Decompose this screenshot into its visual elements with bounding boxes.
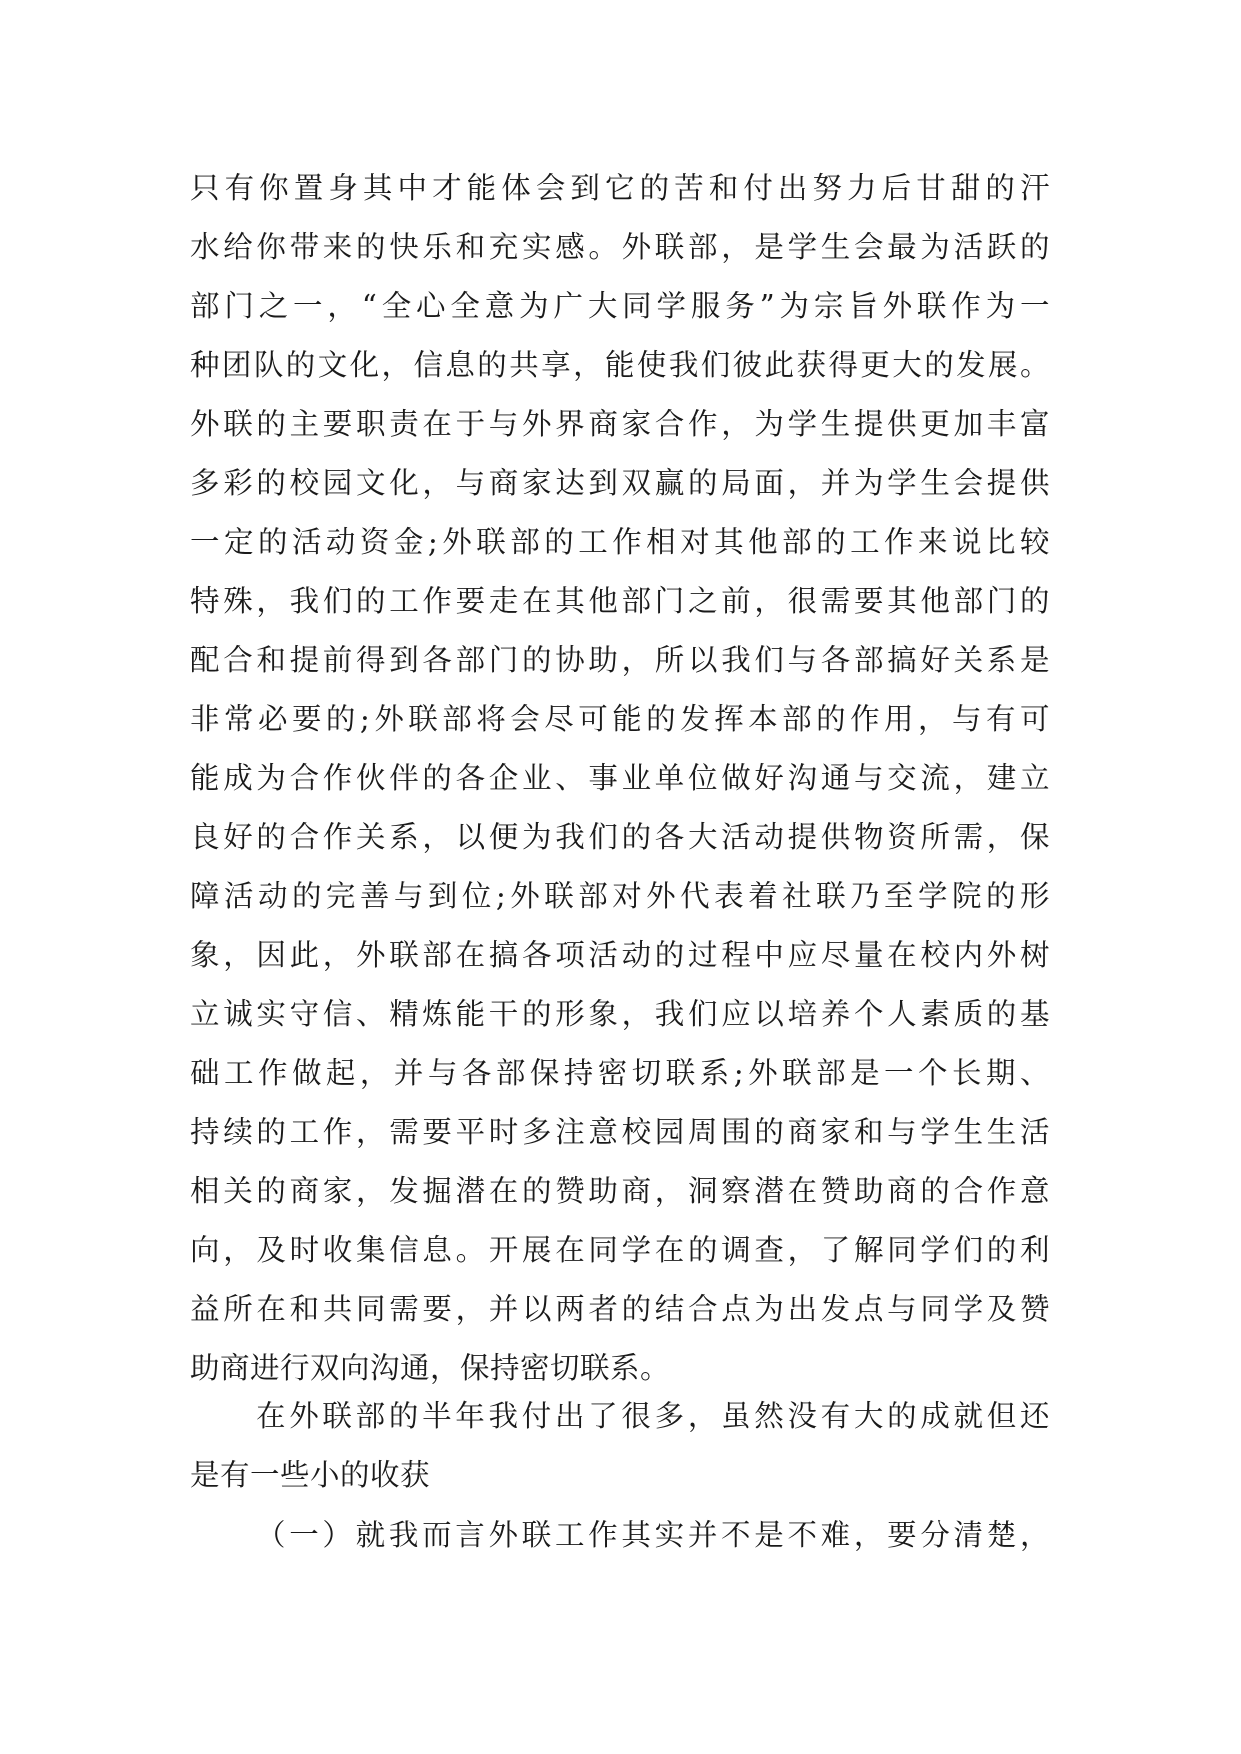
text-line: 能成为合作伙伴的各企业、事业单位做好沟通与交流，建立 <box>190 761 1050 795</box>
text-line: 持续的工作，需要平时多注意校园周围的商家和与学生生活 <box>190 1115 1050 1149</box>
body-paragraph-1 <box>190 159 1050 1398</box>
text-line: 部门之一，“全心全意为广大同学服务”为宗旨外联作为一 <box>190 289 1050 323</box>
text-line: 相关的商家，发掘潜在的赞助商，洞察潜在赞助商的合作意 <box>190 1174 1050 1208</box>
text-line: 象，因此，外联部在搞各项活动的过程中应尽量在校内外树 <box>190 938 1050 972</box>
text-line: 外联的主要职责在于与外界商家合作，为学生提供更加丰富 <box>190 407 1050 441</box>
text-line: 只有你置身其中才能体会到它的苦和付出努力后甘甜的汗 <box>190 171 1050 205</box>
text-line: 是有一些小的收获 <box>190 1458 431 1492</box>
text-line: 障活动的完善与到位;外联部对外代表着社联乃至学院的形 <box>190 879 1050 913</box>
text-line: 向，及时收集信息。开展在同学在的调查，了解同学们的利 <box>190 1233 1050 1267</box>
text-line: 水给你带来的快乐和充实感。外联部，是学生会最为活跃的 <box>190 230 1050 264</box>
body-paragraph-3 <box>190 1506 1050 1565</box>
text-line: 一定的活动资金;外联部的工作相对其他部的工作来说比较 <box>190 525 1050 559</box>
text-line: 在外联部的半年我付出了很多，虽然没有大的成就但还 <box>256 1399 1050 1433</box>
text-line: 良好的合作关系，以便为我们的各大活动提供物资所需，保 <box>190 820 1050 854</box>
body-paragraph-2 <box>190 1387 1050 1505</box>
text-line: 础工作做起，并与各部保持密切联系;外联部是一个长期、 <box>190 1056 1050 1090</box>
text-line: 特殊，我们的工作要走在其他部门之前，很需要其他部门的 <box>190 584 1050 618</box>
text-line: 种团队的文化，信息的共享，能使我们彼此获得更大的发展。 <box>190 348 1050 382</box>
text-line: （一）就我而言外联工作其实并不是不难，要分清楚， <box>256 1518 1050 1552</box>
text-line: 多彩的校园文化，与商家达到双赢的局面，并为学生会提供 <box>190 466 1050 500</box>
text-line: 立诚实守信、精炼能干的形象，我们应以培养个人素质的基 <box>190 997 1050 1031</box>
text-line: 配合和提前得到各部门的协助，所以我们与各部搞好关系是 <box>190 643 1050 677</box>
text-line: 非常必要的;外联部将会尽可能的发挥本部的作用，与有可 <box>190 702 1050 736</box>
text-line: 益所在和共同需要，并以两者的结合点为出发点与同学及赞 <box>190 1292 1050 1326</box>
text-line: 助商进行双向沟通，保持密切联系。 <box>190 1351 671 1385</box>
